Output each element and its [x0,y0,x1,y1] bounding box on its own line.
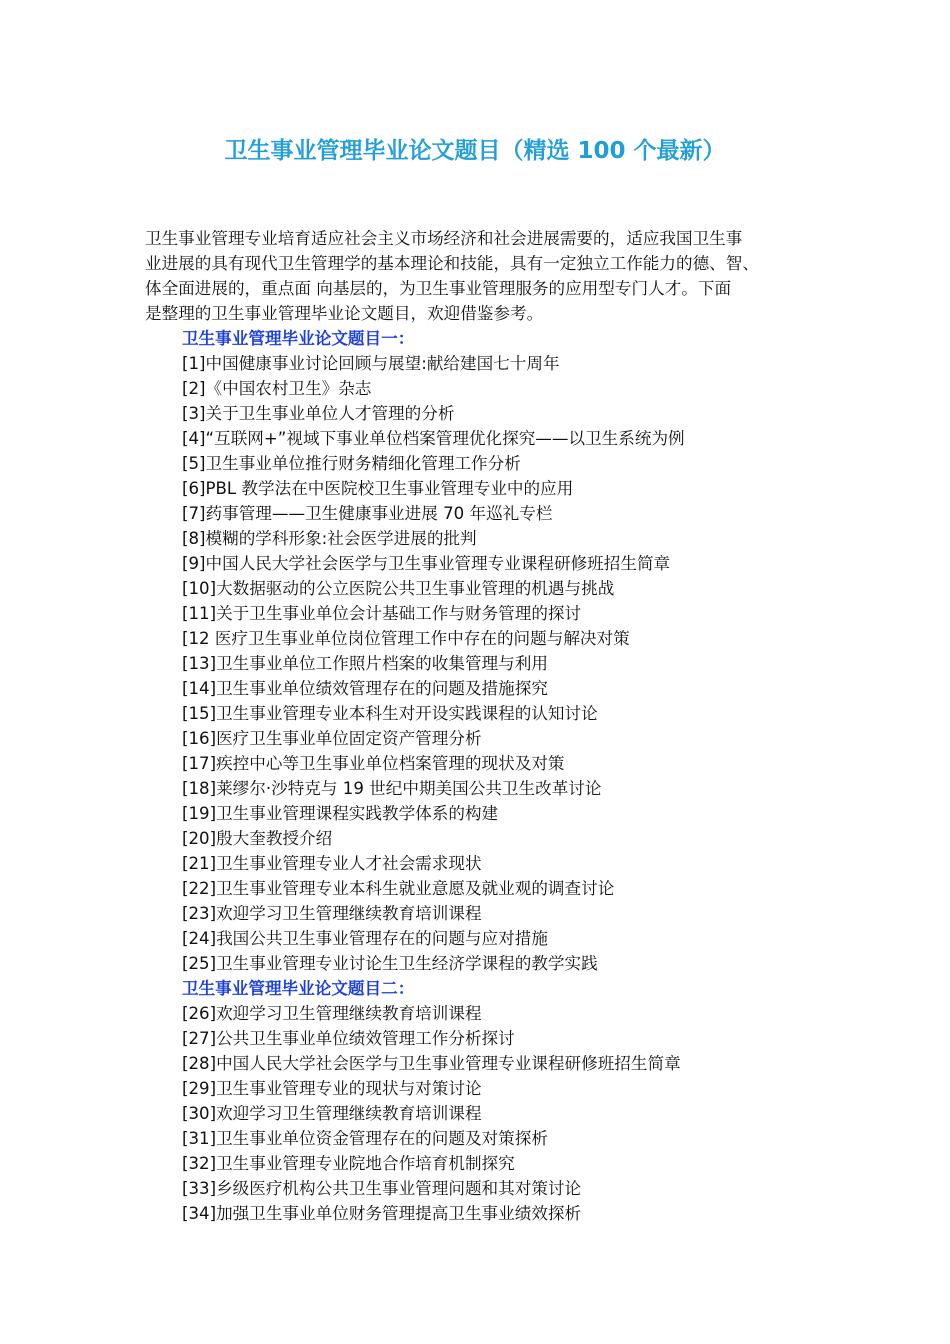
list-item: [6]PBL 教学法在中医院校卫生事业管理专业中的应用 [182,479,574,498]
list-item: [10]大数据驱动的公立医院公共卫生事业管理的机遇与挑战 [182,579,615,598]
intro-line: 体全面进展的，重点面 向基层的，为卫生事业管理服务的应用型专门人才。下面 [145,279,732,298]
list-item: [22]卫生事业管理专业本科生就业意愿及就业观的调查讨论 [182,879,615,898]
list-item: [20]殷大奎教授介绍 [182,829,333,848]
list-item: [34]加强卫生事业单位财务管理提高卫生事业绩效探析 [182,1204,582,1223]
list-item: [27]公共卫生事业单位绩效管理工作分析探讨 [182,1029,515,1048]
list-item: [11]关于卫生事业单位会计基础工作与财务管理的探讨 [182,604,582,623]
document-title: 卫生事业管理毕业论文题目（精选 100 个最新） [224,138,726,164]
list-item: [9]中国人民大学社会医学与卫生事业管理专业课程研修班招生简章 [182,554,671,573]
list-item: [23]欢迎学习卫生管理继续教育培训课程 [182,904,482,923]
intro-line: 卫生事业管理专业培育适应社会主义市场经济和社会进展需要的，适应我国卫生事 [145,229,743,248]
list-item: [15]卫生事业管理专业本科生对开设实践课程的认知讨论 [182,704,598,723]
list-item: [33]乡级医疗机构公共卫生事业管理问题和其对策讨论 [182,1179,582,1198]
section-heading: 卫生事业管理毕业论文题目二： [182,979,415,998]
list-item: [32]卫生事业管理专业院地合作培育机制探究 [182,1154,515,1173]
intro-paragraph [145,226,835,326]
list-item: [26]欢迎学习卫生管理继续教育培训课程 [182,1004,482,1023]
list-item: [14]卫生事业单位绩效管理存在的问题及措施探究 [182,679,548,698]
list-item: [30]欢迎学习卫生管理继续教育培训课程 [182,1104,482,1123]
list-item: [16]医疗卫生事业单位固定资产管理分析 [182,729,482,748]
list-item: [24]我国公共卫生事业管理存在的问题与应对措施 [182,929,548,948]
section-heading: 卫生事业管理毕业论文题目一： [182,329,415,348]
list-item: [7]药事管理——卫生健康事业进展 70 年巡礼专栏 [182,504,553,523]
list-item: [28]中国人民大学社会医学与卫生事业管理专业课程研修班招生简章 [182,1054,681,1073]
list-item: [29]卫生事业管理专业的现状与对策讨论 [182,1079,482,1098]
topic-list [182,326,882,1226]
list-item: [1]中国健康事业讨论回顾与展望:献给建国七十周年 [182,354,560,373]
intro-line: 是整理的卫生事业管理毕业论文题目，欢迎借鉴参考。 [145,304,544,323]
list-item: [19]卫生事业管理课程实践教学体系的构建 [182,804,499,823]
list-item: [25]卫生事业管理专业讨论生卫生经济学课程的教学实践 [182,954,598,973]
list-item: [8]模糊的学科形象:社会医学进展的批判 [182,529,477,548]
list-item: [13]卫生事业单位工作照片档案的收集管理与利用 [182,654,548,673]
intro-line: 业进展的具有现代卫生管理学的基本理论和技能，具有一定独立工作能力的德、智、 [145,254,759,273]
list-item: [2]《中国农村卫生》杂志 [182,379,372,398]
list-item: [18]莱缪尔·沙特克与 19 世纪中期美国公共卫生改革讨论 [182,779,602,798]
list-item: [3]关于卫生事业单位人才管理的分析 [182,404,455,423]
list-item: [5]卫生事业单位推行财务精细化管理工作分析 [182,454,521,473]
list-item: [4]“互联网+”视域下事业单位档案管理优化探究——以卫生系统为例 [182,429,685,448]
list-item: [12 医疗卫生事业单位岗位管理工作中存在的问题与解决对策 [182,629,630,648]
list-item: [17]疾控中心等卫生事业单位档案管理的现状及对策 [182,754,565,773]
list-item: [21]卫生事业管理专业人才社会需求现状 [182,854,482,873]
list-item: [31]卫生事业单位资金管理存在的问题及对策探析 [182,1129,548,1148]
